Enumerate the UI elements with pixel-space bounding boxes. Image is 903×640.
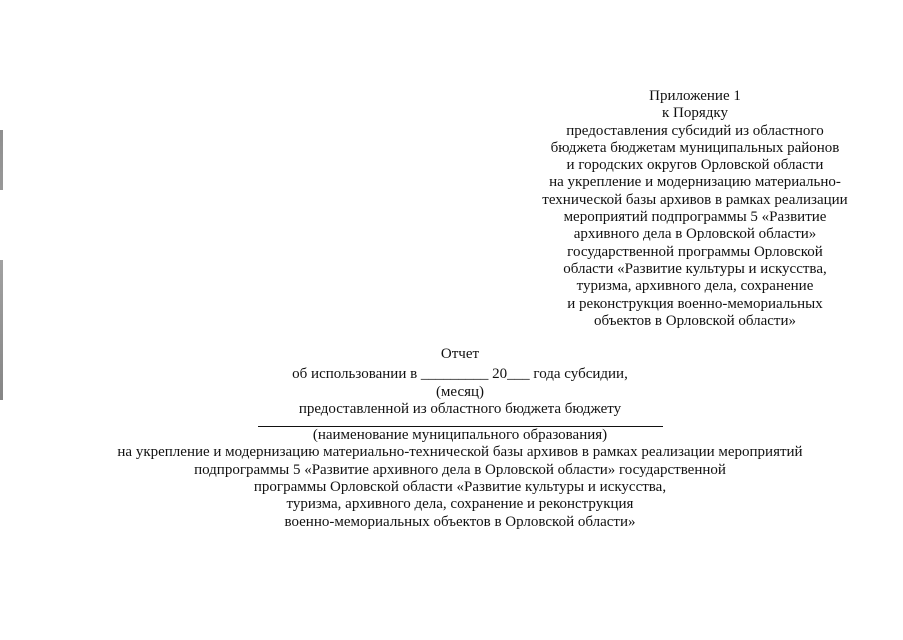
report-usage-line: об использовании в _________ 20___ года субсидии, — [292, 366, 628, 383]
appendix-line: области «Развитие культуры и искусства, — [563, 260, 827, 277]
scan-edge-shadow — [0, 0, 3, 640]
report-purpose-line: подпрограммы 5 «Развитие архивного дела в Орловской области» государственной — [194, 461, 726, 478]
report-purpose-line: программы Орловской области «Развитие культуры и искусства, — [253, 479, 667, 496]
appendix-header — [520, 88, 870, 330]
appendix-line: объектов в Орловской области» — [593, 312, 796, 329]
appendix-line: туризма, архивного дела, сохранение — [576, 278, 814, 295]
report-purpose-line: туризма, архивного дела, сохранение и реконструкция — [286, 496, 634, 513]
appendix-line: и реконструкция военно-мемориальных — [567, 295, 823, 312]
appendix-line: государственной программы Орловской — [567, 243, 823, 260]
appendix-line: предоставления субсидий из областного — [566, 122, 824, 139]
report-purpose-line: военно-мемориальных объектов в Орловской области» — [284, 513, 636, 530]
municipality-hint: (наименование муниципального образования) — [312, 427, 608, 444]
report-heading-block — [90, 346, 830, 531]
appendix-line: Приложение 1 — [649, 88, 741, 104]
appendix-line: мероприятий подпрограммы 5 «Развитие — [563, 209, 827, 226]
month-hint: (месяц) — [435, 383, 485, 400]
appendix-line: к Порядку — [662, 105, 728, 122]
report-purpose-line: на укрепление и модернизацию материально-технической базы архивов в рамках реализации мероприятий — [117, 444, 803, 461]
appendix-line: на укрепление и модернизацию материально- — [549, 174, 841, 191]
appendix-line: технической базы архивов в рамках реализации — [542, 191, 848, 208]
report-provided-line: предоставленной из областного бюджета бюджету — [298, 400, 622, 417]
report-title: Отчет — [440, 346, 480, 362]
appendix-line: архивного дела в Орловской области» — [573, 226, 817, 243]
appendix-line: и городских округов Орловской области — [566, 157, 824, 174]
appendix-line: бюджета бюджетам муниципальных районов — [550, 139, 840, 156]
